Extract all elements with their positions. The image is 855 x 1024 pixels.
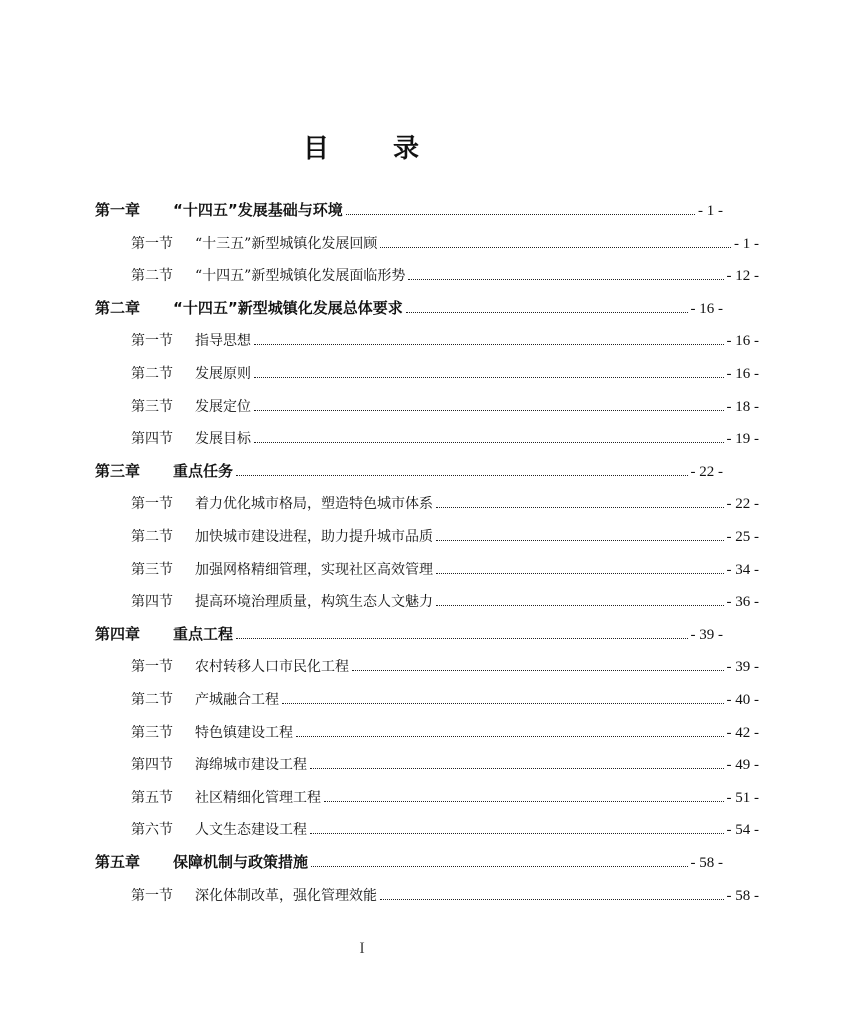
toc-entry-number: 第五章 xyxy=(95,853,141,871)
toc-entry-title: “十四五”新型城镇化发展面临形势 xyxy=(195,268,406,285)
toc-entry-title: 农村转移人口市民化工程 xyxy=(195,659,349,676)
toc-entry-title: 着力优化城市格局，塑造特色城市体系 xyxy=(195,496,433,513)
dot-leader xyxy=(436,572,724,574)
dot-leader xyxy=(282,702,724,704)
toc-page-number: - 58 - xyxy=(690,855,723,871)
dot-leader xyxy=(406,311,688,313)
toc-entry-title: 产城融合工程 xyxy=(195,692,279,708)
toc-page-number: - 58 - xyxy=(726,887,759,904)
toc-section-entry[interactable] xyxy=(0,328,855,350)
toc-page-number: - 49 - xyxy=(726,757,759,774)
toc-page-number: - 25 - xyxy=(726,529,759,545)
toc-entry-label xyxy=(131,885,377,905)
page-number-footer: I xyxy=(359,940,365,957)
toc-entry-label xyxy=(131,787,321,807)
toc-entry-number: 第三节 xyxy=(131,724,173,741)
toc-entry-title: 人文生态建设工程 xyxy=(195,822,307,839)
dot-leader xyxy=(311,865,687,867)
toc-entry-number: 第一节 xyxy=(131,887,173,904)
toc-entry-title: 重点工程 xyxy=(173,624,234,643)
toc-section-entry[interactable] xyxy=(0,720,855,742)
toc-chapter-entry[interactable] xyxy=(0,296,819,318)
toc-entry-number: 第二节 xyxy=(131,692,173,708)
dot-leader xyxy=(352,669,724,671)
toc-page-number: - 51 - xyxy=(726,789,759,806)
toc-page-number: - 22 - xyxy=(690,463,723,480)
dot-leader xyxy=(436,506,724,508)
toc-entry-label xyxy=(131,428,251,448)
toc-page-number: - 18 - xyxy=(726,398,759,415)
toc-entry-number: 第二节 xyxy=(131,529,173,545)
toc-entry-label xyxy=(131,233,377,253)
toc-entry-title: 加快城市建设进程，助力提升城市品质 xyxy=(195,529,433,545)
toc-entry-label xyxy=(131,754,307,774)
title-char-2: 录 xyxy=(393,134,422,164)
dot-leader xyxy=(408,278,723,280)
toc-chapter-entry[interactable] xyxy=(0,622,819,644)
toc-entry-title: “十四五”发展基础与环境 xyxy=(173,201,343,219)
toc-section-entry[interactable] xyxy=(0,589,855,611)
dot-leader xyxy=(346,213,695,215)
toc-entry-number: 第一节 xyxy=(131,333,173,350)
toc-page-number: - 12 - xyxy=(726,268,759,285)
dot-leader xyxy=(310,832,724,834)
toc-page-number: - 39 - xyxy=(726,659,759,676)
toc-page-number: - 19 - xyxy=(726,431,759,448)
toc-entry-number: 第一章 xyxy=(95,201,141,219)
dot-leader xyxy=(380,246,731,248)
toc-entry-title: 发展原则 xyxy=(195,366,251,382)
dot-leader xyxy=(236,474,687,476)
dot-leader xyxy=(254,409,724,411)
dot-leader xyxy=(380,898,724,900)
toc-entry-title: 保障机制与政策措施 xyxy=(173,853,309,871)
toc-page-number: - 16 - xyxy=(726,333,759,350)
page-title xyxy=(0,128,724,165)
toc-page-number: - 42 - xyxy=(726,724,759,741)
dot-leader xyxy=(436,539,724,541)
toc-entry-number: 第三章 xyxy=(95,461,141,480)
toc-entry-number: 第三节 xyxy=(131,561,173,578)
dot-leader xyxy=(236,637,687,639)
toc-page-number: - 40 - xyxy=(726,692,759,708)
toc-page-number: - 39 - xyxy=(690,626,723,643)
toc-section-entry[interactable] xyxy=(0,883,855,905)
toc-section-entry[interactable] xyxy=(0,426,855,448)
toc-entry-label xyxy=(95,623,233,644)
toc-section-entry[interactable] xyxy=(0,752,855,774)
toc-section-entry[interactable] xyxy=(0,491,855,513)
dot-leader xyxy=(324,800,724,802)
dot-leader xyxy=(254,343,724,345)
toc-chapter-entry[interactable] xyxy=(0,459,819,481)
toc-entry-label xyxy=(131,689,279,709)
title-char-1: 目 xyxy=(302,134,331,164)
toc-section-entry[interactable] xyxy=(0,263,855,285)
toc-entry-number: 第二节 xyxy=(131,366,173,382)
toc-section-entry[interactable] xyxy=(0,524,855,546)
toc-entry-label xyxy=(131,363,251,383)
toc-section-entry[interactable] xyxy=(0,557,855,579)
toc-page-number: - 1 - xyxy=(698,203,723,219)
toc-entry-number: 第三节 xyxy=(131,398,173,415)
toc-section-entry[interactable] xyxy=(0,817,855,839)
toc-page-number: - 1 - xyxy=(734,235,759,252)
toc-page-number: - 34 - xyxy=(726,561,759,578)
toc-entry-number: 第一节 xyxy=(131,235,173,252)
toc-entry-number: 第六节 xyxy=(131,822,173,839)
dot-leader xyxy=(254,376,724,378)
toc-entry-title: “十三五”新型城镇化发展回顾 xyxy=(195,235,378,252)
toc-entry-title: 发展目标 xyxy=(195,431,251,448)
toc-entry-label xyxy=(131,526,433,546)
toc-entry-title: 提高环境治理质量，构筑生态人文魅力 xyxy=(195,594,433,611)
toc-entry-label xyxy=(131,656,349,676)
toc-section-entry[interactable] xyxy=(0,687,855,709)
toc-entry-label xyxy=(95,297,403,318)
toc-page-number: - 16 - xyxy=(690,300,723,317)
toc-entry-label xyxy=(95,460,233,481)
toc-entry-title: 社区精细化管理工程 xyxy=(195,789,321,806)
toc-entry-number: 第五节 xyxy=(131,789,173,806)
toc-section-entry[interactable] xyxy=(0,785,855,807)
dot-leader xyxy=(310,767,724,769)
toc-section-entry[interactable] xyxy=(0,654,855,676)
toc-entry-label xyxy=(131,265,405,285)
dot-leader xyxy=(436,604,724,606)
toc-chapter-entry[interactable] xyxy=(0,198,819,220)
toc-entry-number: 第四章 xyxy=(95,624,141,643)
toc-entry-number: 第四节 xyxy=(131,757,173,774)
toc-entry-number: 第四节 xyxy=(131,594,173,611)
toc-entry-label xyxy=(131,559,433,579)
toc-page-number: - 22 - xyxy=(726,496,759,513)
toc-entry-number: 第一节 xyxy=(131,659,173,676)
toc-entry-label xyxy=(131,819,307,839)
toc-chapter-entry[interactable] xyxy=(0,850,819,872)
dot-leader xyxy=(296,735,724,737)
toc-section-entry[interactable] xyxy=(0,361,855,383)
toc-entry-number: 第二章 xyxy=(95,298,141,317)
toc-entry-title: 深化体制改革，强化管理效能 xyxy=(195,887,377,904)
dot-leader xyxy=(254,441,724,443)
toc-entry-label xyxy=(95,199,343,220)
toc-entry-title: 特色镇建设工程 xyxy=(195,724,293,741)
toc-entry-label xyxy=(131,396,251,416)
toc-entry-number: 第一节 xyxy=(131,496,173,513)
toc-entry-title: 重点任务 xyxy=(173,461,234,480)
toc-page-number: - 54 - xyxy=(726,822,759,839)
toc-entry-label xyxy=(131,493,433,513)
toc-section-entry[interactable] xyxy=(0,394,855,416)
toc-entry-label xyxy=(95,851,308,872)
toc-entry-label xyxy=(131,722,293,742)
toc-page-number: - 16 - xyxy=(726,366,759,382)
toc-entry-title: 指导思想 xyxy=(195,333,251,350)
toc-entry-number: 第二节 xyxy=(131,268,173,285)
toc-page-number: - 36 - xyxy=(726,594,759,611)
toc-entry-label xyxy=(131,591,433,611)
toc-entry-title: “十四五”新型城镇化发展总体要求 xyxy=(173,298,403,317)
toc-section-entry[interactable] xyxy=(0,231,855,253)
toc-entry-number: 第四节 xyxy=(131,431,173,448)
toc-entry-label xyxy=(131,330,251,350)
toc-entry-title: 加强网格精细管理，实现社区高效管理 xyxy=(195,561,433,578)
toc-entry-title: 海绵城市建设工程 xyxy=(195,757,307,774)
toc-entry-title: 发展定位 xyxy=(195,398,251,415)
